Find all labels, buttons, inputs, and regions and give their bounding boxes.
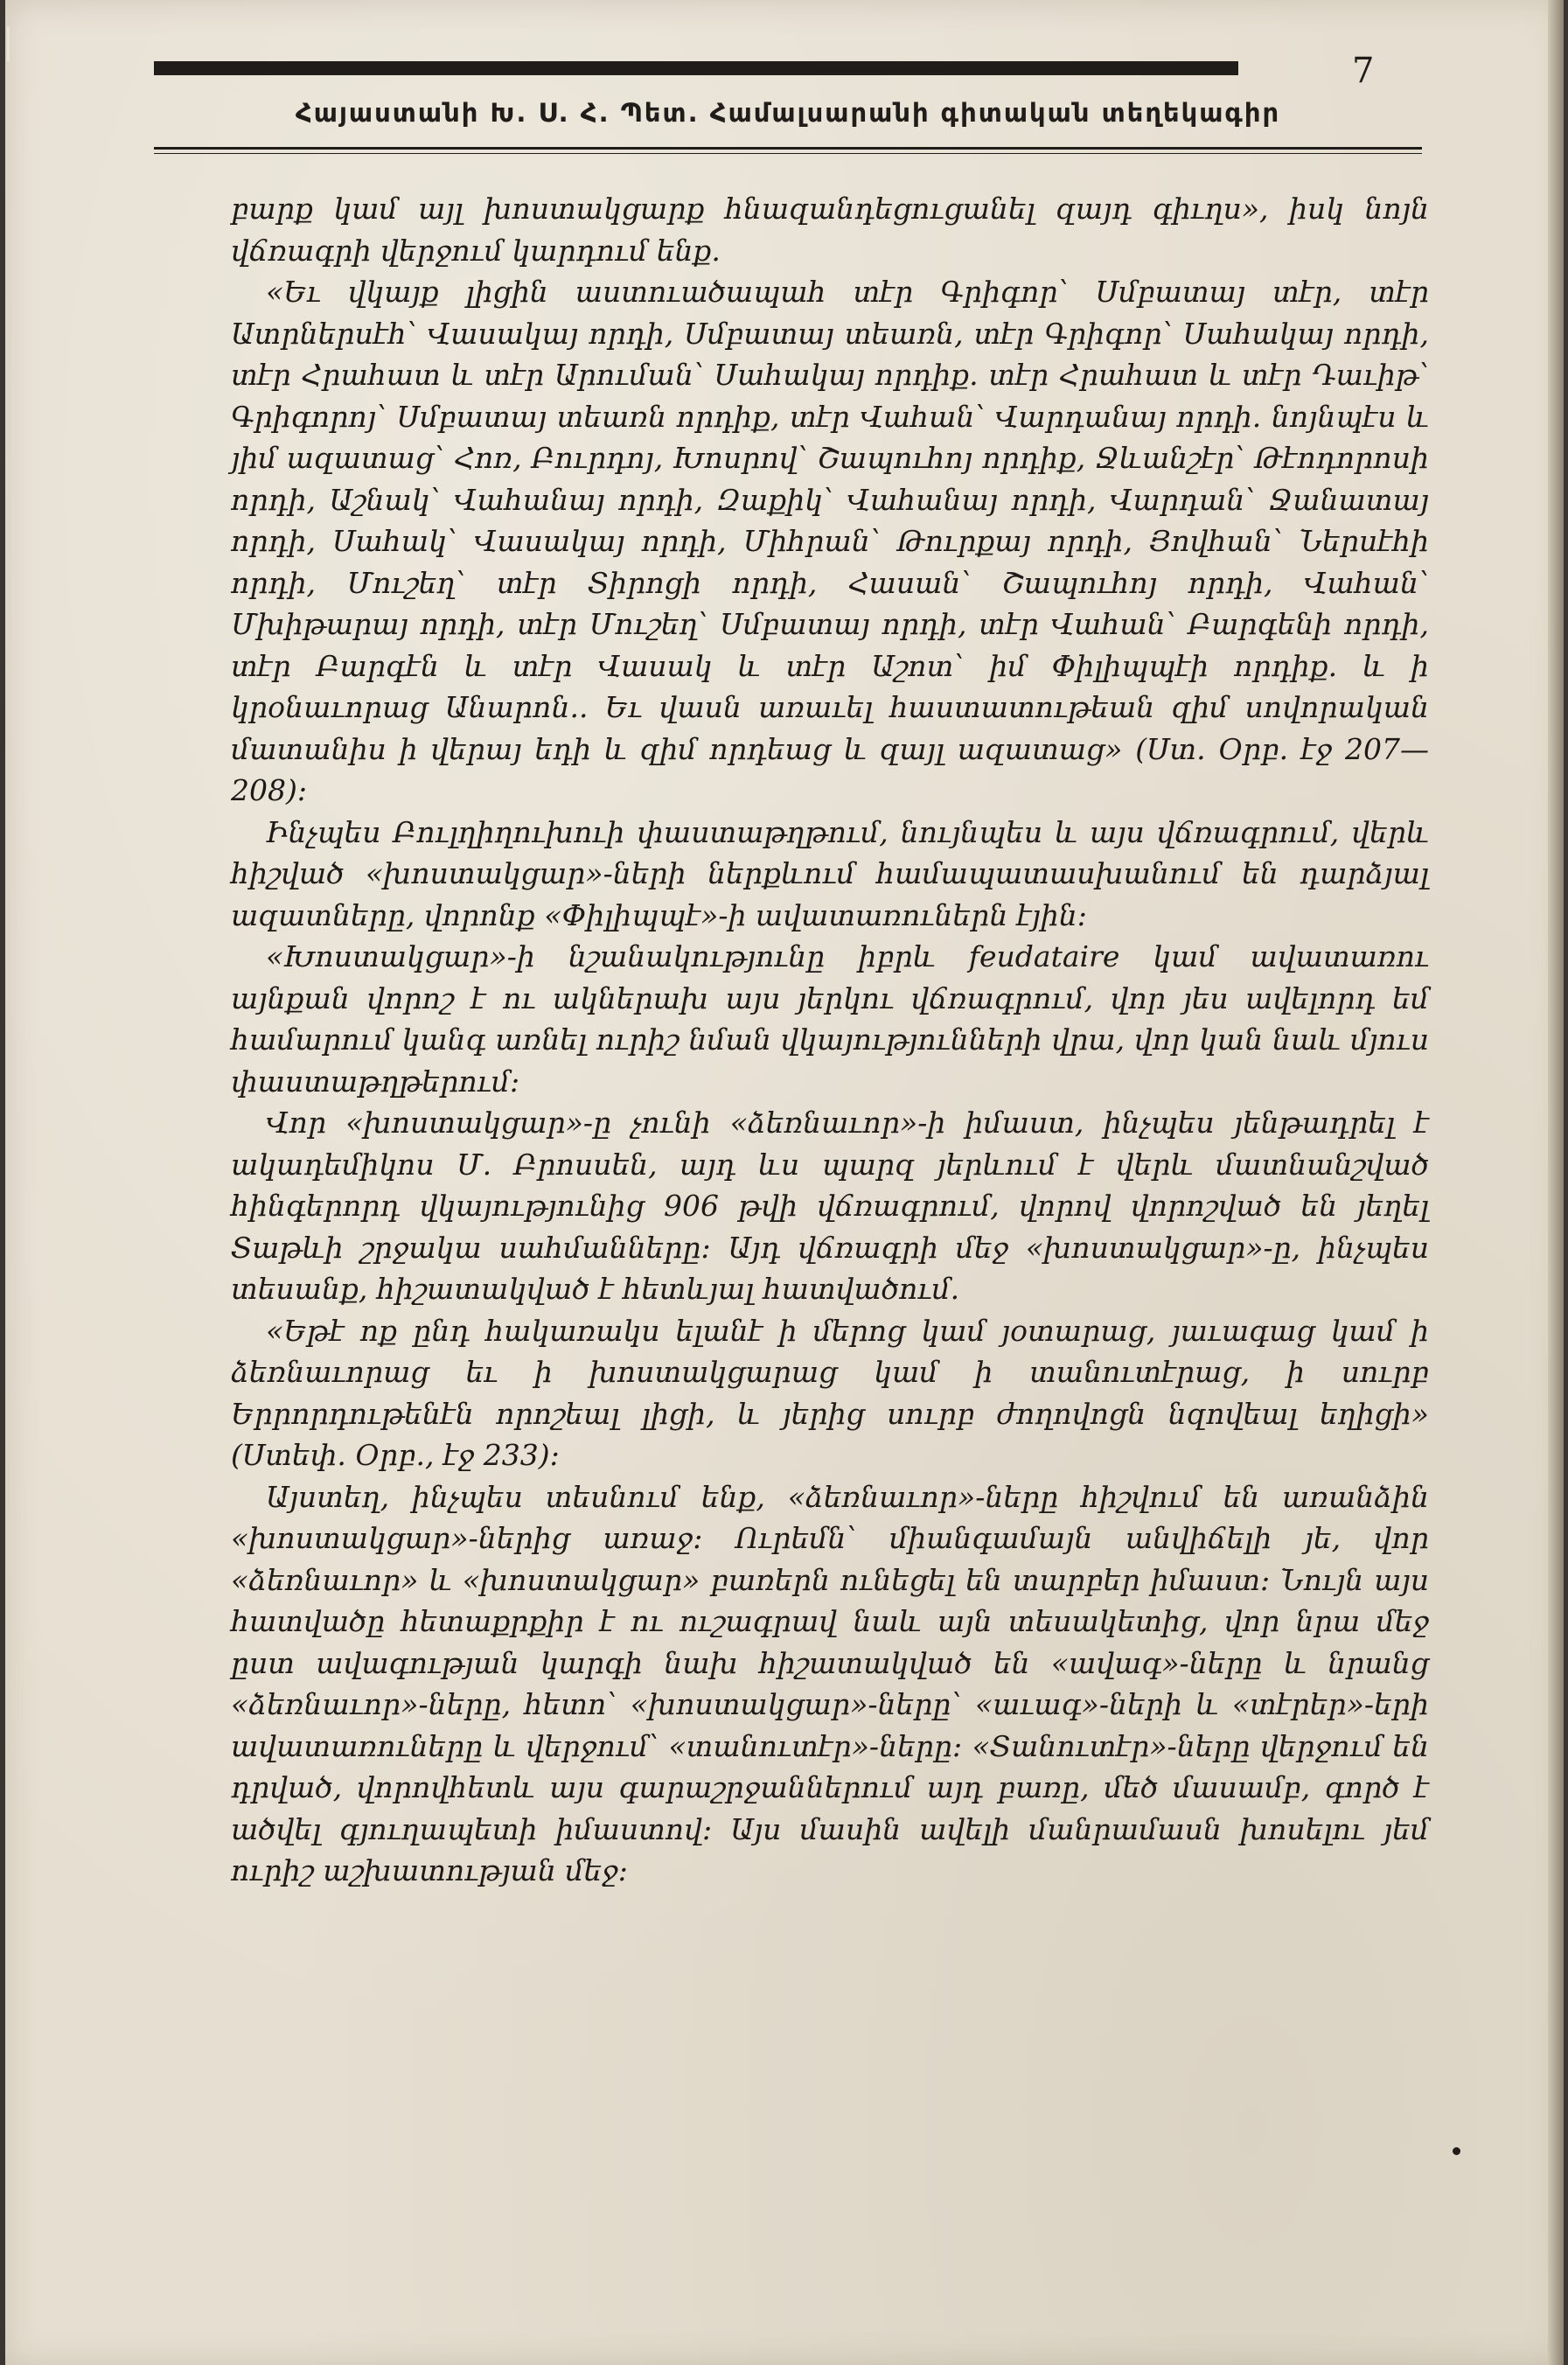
ink-dot [1453,2147,1460,2155]
paragraph-2-quote: «Եւ վկայք լիցին աստուածապահ տէր Գրիգոր՝ Սմբատայ տէր, տէր Ատրներսէհ՝ Վասակայ որդի, Սմբատայ տեառն, տէր Գրիգոր՝ Սահակայ որդի, տէր Հրահատ և տէր Արուման՝ Սահակայ որդիք. տէր Հրահատ և տէր Դաւիթ՝ Գրիգորոյ՝ Սմբատայ տեառն որդիք, տէր Վահան՝ Վարդանայ որդի. նոյնպէս և յիմ ազատաց՝ Հոռ, Բուրդոյ, Խոսրով՝ Շապուհոյ որդիք, Ջևանշէր՝ Թէոդորոսի որդի, Աշնակ՝ Վահանայ որդի, Զաքիկ՝ Վահանայ որդի, Վարդան՝ Ջանատայ որդի, Սահակ՝ Վասակայ որդի, Միհրան՝ Թուրքայ որդի, Յովհան՝ Ներսէհի որդի, Մուշեղ՝ տէր Տիրոցի որդի, Հասան՝ Շապուհոյ որդի, Վահան՝ Մխիթարայ որդի, տէր Մուշեղ՝ Սմբատայ որդի, տէր Վահան՝ Բարգենի որդի, տէր Բարգէն և տէր Վասակ և տէր Աշոտ՝ իմ Փիլիպպէի որդիք. և ի կրօնաւորաց Անարոն.. Եւ վասն առաւել հաստատութեան զիմ սովորական մատանիս ի վերայ եդի և զիմ որդեաց և զայլ ազատաց» (Ստ. Օրբ. էջ 207—208)։ [231,275,1429,807]
header-rule-bottom-thin [154,153,1422,154]
paragraph-5: Վոր «խոստակցար»-ը չունի «ձեռնաւոր»-ի իմաստ, ինչպես յենթադրել է ակադեմիկոս Մ. Բրոսսեն, այդ ևս պարզ յերևում է վերև մատնանշված հինգերորդ վկայությունից 906 թվի վճռագրում, վորով վորոշված են յեղել Տաթևի շրջակա սահմանները։ Այդ վճռագրի մեջ «խոստակցար»-ը, ինչպես տեսանք, հիշատակված է հետևյալ հատվածում. [231,1106,1429,1306]
paragraph-3: Ինչպես Բուլղիղուխուի փաստաթղթում, նույնպես և այս վճռագրում, վերև հիշված «խոստակցար»-ների ներքևում համապատասխանում են դարձյալ ազատները, վորոնք «Փիլիպպէ»-ի ավատառուներն էյին։ [231,814,1429,932]
page-edge [1548,0,1564,2365]
body-text [231,188,1429,1892]
paragraph-1: բարք կամ այլ խոստակցարք հնազանդեցուցանել զայդ գիւղս», իսկ նոյն վճռագրի վերջում կարդում ենք. [231,192,1429,268]
scan-edge-mark [7,26,10,61]
paragraph-7: Այստեղ, ինչպես տեսնում ենք, «ձեռնաւոր»-ները հիշվում են առանձին «խոստակցար»-ներից առաջ։ Ուրեմն՝ միանգամայն անվիճելի յե, վոր «ձեռնաւոր» և «խոստակցար» բառերն ունեցել են տարբեր իմաստ։ Նույն այս հատվածը հետաքրքիր է ու ուշագրավ նաև այն տեսակետից, վոր նրա մեջ ըստ ավագության կարգի նախ հիշատակված են «ավագ»-ները և նրանց «ձեռնաւոր»-ները, հետո՝ «խոստակցար»-ները՝ «աւագ»-ների և «տէրեր»-երի ավատառուները և վերջում՝ «տանուտէր»-ները։ «Տանուտէր»-ները վերջում են դրված, վորովհետև այս գարաշրջաններում այդ բառը, մեծ մասամբ, գործ է ածվել գյուղապետի իմաստով։ Այս մասին ավելի մանրամասն խոսելու յեմ ուրիշ աշխատության մեջ։ [231,1479,1429,1887]
page-number: 7 [1352,51,1375,91]
paragraph-6-quote: «Եթէ ոք ընդ հակառակս ելանէ ի մերոց կամ յօտարաց, յաւագաց կամ ի ձեռնաւորաց եւ ի խոստակցարաց կամ ի տանուտէրաց, ի սուրբ Երրորդութենէն որոշեալ լիցի, և յերից սուրբ ժողովոցն նզովեալ եղիցի» (Ստեփ. Օրբ., էջ 233)։ [231,1313,1429,1472]
header-rule-bottom [154,147,1422,150]
header-rule-top [154,61,1238,75]
running-head: Հայաստանի Խ. Ս. Հ. Պետ. Համալսարանի գիտական տեղեկագիր [295,98,1281,128]
book-page [5,0,1564,2365]
paragraph-4: «Խոստակցար»-ի նշանակությունը իբրև feudataire կամ ավատառու այնքան վորոշ է ու ակներախ այս յերկու վճռագրում, վոր յես ավելորդ եմ համարում կանգ առնել ուրիշ նման վկայությունների վրա, վոր կան նաև մյուս փաստաթղթերում։ [231,939,1429,1099]
